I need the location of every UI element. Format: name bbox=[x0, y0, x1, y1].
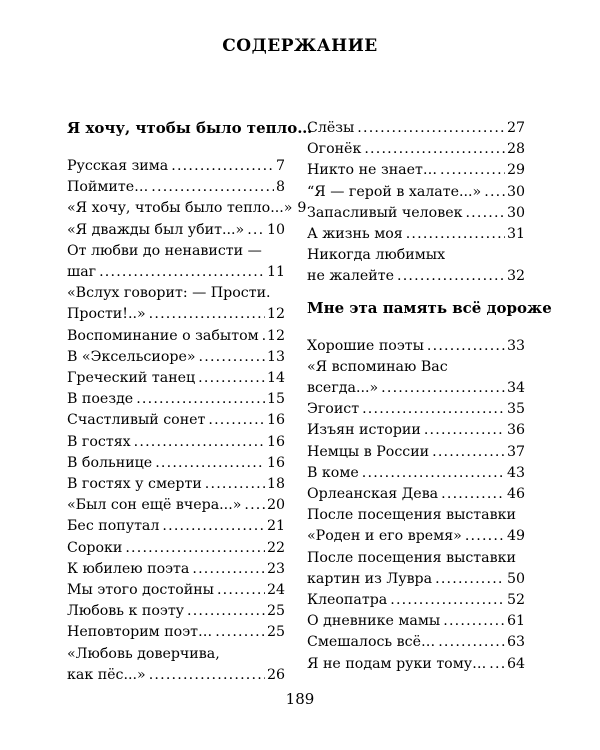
entry-page-number: 11 bbox=[266, 264, 285, 281]
toc-entry bbox=[307, 203, 525, 224]
toc-entry bbox=[67, 389, 285, 410]
entry-title: После посещения выставки bbox=[307, 549, 516, 566]
entry-title: «Роден и его время» bbox=[307, 528, 462, 545]
dot-leader bbox=[244, 495, 265, 516]
entry-title: Счастливый сонет bbox=[67, 412, 206, 429]
toc-entry bbox=[307, 357, 525, 399]
entry-title: Русская зима bbox=[67, 158, 169, 174]
toc-entry-line bbox=[307, 336, 525, 357]
entry-title: Немцы в России bbox=[307, 443, 430, 460]
entry-title: Сороки bbox=[67, 539, 123, 556]
entry-page-number: 33 bbox=[506, 337, 525, 354]
toc-entry-line bbox=[307, 590, 525, 611]
toc-entry-line bbox=[307, 378, 525, 399]
dot-leader bbox=[406, 224, 505, 245]
dot-leader bbox=[364, 139, 505, 160]
entry-title: картин из Лувра bbox=[307, 570, 433, 587]
entry-title: как пёс...» bbox=[67, 666, 146, 683]
dot-leader bbox=[155, 453, 265, 474]
entry-page-number: 31 bbox=[506, 226, 525, 243]
entry-title: «Был сон ещё вчера...» bbox=[67, 497, 242, 514]
toc-entry-line bbox=[307, 654, 525, 675]
section-title: Мне эта память всё дороже bbox=[307, 298, 552, 317]
toc-entry-line bbox=[67, 665, 285, 686]
toc-entry bbox=[67, 220, 285, 241]
toc-entry bbox=[67, 177, 285, 198]
entry-title: «Я вспоминаю Вас bbox=[307, 358, 448, 375]
toc-entry-line bbox=[67, 495, 285, 516]
entry-title: не жалейте bbox=[307, 268, 394, 285]
entry-title: Любовь к поэту bbox=[67, 603, 185, 620]
entry-page-number: 63 bbox=[506, 634, 525, 651]
toc-entry bbox=[307, 245, 525, 287]
toc-entry-line bbox=[67, 432, 285, 453]
toc-entry-line bbox=[307, 266, 525, 287]
toc-entry-line bbox=[67, 559, 285, 580]
entry-page-number: 16 bbox=[266, 433, 285, 450]
toc-entry bbox=[67, 156, 285, 177]
toc-entry-line bbox=[67, 538, 285, 559]
toc-entry-line bbox=[307, 526, 525, 547]
toc-entry-line bbox=[307, 224, 525, 245]
entry-page-number: 7 bbox=[275, 158, 285, 174]
entry-title: К юбилею поэта bbox=[67, 560, 190, 577]
dot-leader bbox=[247, 220, 265, 241]
dot-leader bbox=[205, 474, 265, 495]
toc-entry-line bbox=[67, 347, 285, 368]
entry-page-number: 24 bbox=[266, 582, 285, 599]
toc-entry-line bbox=[307, 245, 525, 266]
toc-entry-line bbox=[67, 220, 285, 241]
toc-entry bbox=[307, 420, 525, 441]
dot-leader bbox=[427, 336, 505, 357]
toc-entry bbox=[307, 654, 525, 675]
toc-entry-line bbox=[67, 474, 285, 495]
toc-entry-line bbox=[307, 463, 525, 484]
entry-page-number: 25 bbox=[266, 603, 285, 620]
toc-title: СОДЕРЖАНИЕ bbox=[222, 36, 378, 56]
toc-entry-line bbox=[307, 505, 525, 526]
entry-page-number: 12 bbox=[266, 306, 285, 323]
dot-leader bbox=[381, 378, 505, 399]
entry-page-number: 29 bbox=[506, 162, 525, 179]
toc-entry-line bbox=[67, 177, 285, 198]
toc-entry-line bbox=[67, 389, 285, 410]
entry-page-number: 10 bbox=[266, 221, 285, 238]
entry-title: шаг bbox=[67, 264, 97, 281]
entry-title: А жизнь моя bbox=[307, 226, 403, 243]
entry-title: В коме bbox=[307, 464, 359, 481]
toc-entry-line bbox=[67, 410, 285, 431]
toc-entry-line bbox=[67, 241, 285, 262]
toc-entry bbox=[307, 139, 525, 160]
dot-leader bbox=[199, 347, 265, 368]
dot-leader bbox=[187, 601, 265, 622]
toc-entry-line bbox=[307, 399, 525, 420]
entry-page-number: 50 bbox=[506, 570, 525, 587]
dot-leader bbox=[99, 262, 265, 283]
dot-leader bbox=[215, 622, 265, 643]
entry-page-number: 43 bbox=[506, 464, 525, 481]
toc-entry-line bbox=[67, 453, 285, 474]
toc-entry bbox=[67, 622, 285, 643]
dot-leader bbox=[438, 632, 505, 653]
entry-page-number: 22 bbox=[266, 539, 285, 556]
dot-leader bbox=[489, 654, 505, 675]
dot-leader bbox=[390, 590, 505, 611]
entry-title: всегда...» bbox=[307, 380, 379, 397]
entry-title: «Вслух говорит: — Прости. bbox=[67, 285, 271, 302]
entry-page-number: 52 bbox=[506, 592, 525, 609]
entry-list bbox=[307, 118, 525, 288]
entry-page-number: 16 bbox=[266, 454, 285, 471]
entry-page-number: 23 bbox=[266, 560, 285, 577]
toc-entry-line bbox=[67, 580, 285, 601]
dot-leader bbox=[441, 484, 505, 505]
dot-leader bbox=[362, 399, 505, 420]
toc-entry bbox=[67, 516, 285, 537]
toc-entry bbox=[307, 463, 525, 484]
entry-title: Эгоист bbox=[307, 401, 360, 418]
dot-leader bbox=[397, 266, 505, 287]
entry-page-number: 34 bbox=[506, 380, 525, 397]
dot-leader bbox=[262, 326, 265, 347]
dot-leader bbox=[208, 410, 265, 431]
toc-entry bbox=[67, 601, 285, 622]
section-title: Я хочу, чтобы было тепло… bbox=[67, 119, 313, 137]
entry-page-number: 61 bbox=[506, 613, 525, 630]
toc-entry-line bbox=[307, 420, 525, 441]
dot-leader bbox=[432, 442, 505, 463]
entry-title: В больнице bbox=[67, 454, 153, 471]
entry-title: Поймите… bbox=[67, 179, 149, 196]
toc-entry-line bbox=[307, 442, 525, 463]
entry-page-number: 25 bbox=[266, 624, 285, 641]
toc-entry bbox=[307, 442, 525, 463]
dot-leader bbox=[171, 156, 274, 177]
toc-left-column bbox=[67, 118, 313, 686]
entry-page-number: 36 bbox=[506, 422, 525, 439]
toc-entry-line bbox=[307, 357, 525, 378]
entry-page-number: 64 bbox=[506, 655, 525, 672]
entry-page-number: 30 bbox=[506, 204, 525, 221]
entry-page-number: 46 bbox=[506, 486, 525, 503]
toc-entry bbox=[67, 368, 285, 389]
entry-page-number: 32 bbox=[506, 268, 525, 285]
entry-title: «Любовь доверчива, bbox=[67, 645, 220, 662]
entry-title: Хорошие поэты bbox=[307, 337, 424, 354]
toc-entry bbox=[67, 347, 285, 368]
entry-title: Клеопатра bbox=[307, 592, 388, 609]
entry-title: В «Эксельсиоре» bbox=[67, 348, 196, 365]
toc-entry-line bbox=[67, 283, 285, 304]
toc-entry-line bbox=[67, 262, 285, 283]
toc-entry bbox=[67, 580, 285, 601]
dot-leader bbox=[149, 304, 265, 325]
entry-title: «Я хочу, чтобы было тепло...» bbox=[67, 200, 293, 217]
entry-page-number: 21 bbox=[266, 518, 285, 535]
entry-title: Смешалось всё… bbox=[307, 634, 436, 651]
entry-title: «Я дважды был убит...» bbox=[67, 221, 245, 238]
entry-page-number: 30 bbox=[506, 183, 525, 200]
dot-leader bbox=[357, 118, 505, 139]
toc-entry-line bbox=[67, 326, 285, 347]
entry-page-number: 18 bbox=[266, 476, 285, 493]
toc-entry-line bbox=[307, 160, 525, 181]
toc-right-column bbox=[307, 118, 552, 675]
toc-entry bbox=[307, 548, 525, 590]
dot-leader bbox=[465, 526, 505, 547]
entry-page-number: 15 bbox=[266, 391, 285, 408]
entry-page-number: 13 bbox=[266, 348, 285, 365]
entry-title: Греческий танец bbox=[67, 370, 196, 387]
toc-entry bbox=[307, 224, 525, 245]
entry-page-number: 37 bbox=[506, 443, 525, 460]
dot-leader bbox=[134, 432, 265, 453]
entry-page-number: 12 bbox=[266, 327, 285, 344]
toc-entry-line bbox=[307, 611, 525, 632]
entry-title: Орлеанская Дева bbox=[307, 486, 439, 503]
dot-leader bbox=[198, 368, 265, 389]
entry-page-number: 28 bbox=[506, 141, 525, 158]
entry-title: Воспоминание о забытом bbox=[67, 327, 259, 344]
dot-leader bbox=[443, 611, 505, 632]
entry-title: О дневнике мамы bbox=[307, 613, 441, 630]
toc-entry bbox=[67, 453, 285, 474]
toc-entry bbox=[307, 484, 525, 505]
dot-leader bbox=[217, 580, 265, 601]
entry-page-number: 49 bbox=[506, 528, 525, 545]
toc-entry-line bbox=[307, 203, 525, 224]
entry-title: Мы этого достойны bbox=[67, 582, 214, 599]
toc-entry bbox=[67, 283, 285, 325]
toc-entry-line bbox=[67, 198, 307, 219]
toc-entry bbox=[67, 495, 285, 516]
dot-leader bbox=[151, 177, 274, 198]
toc-entry-line bbox=[307, 118, 525, 139]
entry-title: Изъян истории bbox=[307, 422, 421, 439]
toc-entry bbox=[307, 590, 525, 611]
entry-page-number: 9 bbox=[297, 200, 307, 217]
entry-title: Бес попутал bbox=[67, 518, 160, 535]
dot-leader bbox=[162, 516, 265, 537]
entry-title: “Я — герой в халате...» bbox=[307, 183, 482, 200]
entry-page-number: 35 bbox=[506, 401, 525, 418]
dot-leader bbox=[440, 160, 505, 181]
entry-title: После посещения выставки bbox=[307, 507, 516, 524]
toc-entry bbox=[307, 632, 525, 653]
entry-title: Запасливый человек bbox=[307, 204, 463, 221]
dot-leader bbox=[484, 182, 505, 203]
toc-entry bbox=[67, 326, 285, 347]
entry-list bbox=[67, 156, 307, 686]
toc-entry bbox=[307, 505, 525, 547]
dot-leader bbox=[192, 559, 265, 580]
toc-entry bbox=[307, 160, 525, 181]
entry-title: От любви до ненависти — bbox=[67, 242, 262, 259]
entry-title: Я не подам руки тому… bbox=[307, 655, 487, 672]
toc-entry bbox=[307, 399, 525, 420]
toc-entry bbox=[307, 611, 525, 632]
entry-list bbox=[307, 336, 525, 675]
toc-entry bbox=[67, 538, 285, 559]
entry-page-number: 20 bbox=[266, 497, 285, 514]
entry-title: Слёзы bbox=[307, 120, 355, 136]
toc-entry bbox=[67, 410, 285, 431]
toc-entry bbox=[307, 118, 525, 139]
toc-entry-line bbox=[307, 632, 525, 653]
entry-title: Никто не знает… bbox=[307, 162, 438, 179]
entry-page-number: 27 bbox=[506, 120, 525, 136]
entry-title: В гостях bbox=[67, 433, 131, 450]
entry-title: Огонёк bbox=[307, 141, 362, 158]
toc-entry-line bbox=[67, 304, 285, 325]
entry-title: Прости!..» bbox=[67, 306, 146, 323]
dot-leader bbox=[136, 389, 265, 410]
toc-entry bbox=[67, 559, 285, 580]
toc-entry-line bbox=[67, 368, 285, 389]
entry-page-number: 8 bbox=[275, 179, 285, 196]
toc-entry-line bbox=[307, 548, 525, 569]
dot-leader bbox=[465, 203, 504, 224]
toc-entry-line bbox=[67, 516, 285, 537]
dot-leader bbox=[125, 538, 265, 559]
dot-leader bbox=[435, 569, 505, 590]
toc-entry-line bbox=[307, 569, 525, 590]
entry-page-number: 16 bbox=[266, 412, 285, 429]
toc-entry-line bbox=[307, 139, 525, 160]
toc-entry-line bbox=[67, 156, 285, 177]
entry-page-number: 14 bbox=[266, 370, 285, 387]
entry-title: Никогда любимых bbox=[307, 247, 446, 264]
dot-leader bbox=[424, 420, 505, 441]
toc-entry-line bbox=[67, 622, 285, 643]
entry-page-number: 26 bbox=[266, 666, 285, 683]
dot-leader bbox=[149, 665, 265, 686]
toc-entry bbox=[67, 198, 307, 219]
toc-entry bbox=[67, 432, 285, 453]
toc-entry bbox=[67, 241, 285, 283]
toc-entry bbox=[67, 644, 285, 686]
entry-title: В гостях у смерти bbox=[67, 476, 202, 493]
toc-entry-line bbox=[67, 644, 285, 665]
toc-entry-line bbox=[67, 601, 285, 622]
dot-leader bbox=[362, 463, 505, 484]
toc-entry-line bbox=[307, 182, 525, 203]
page-number: 189 bbox=[285, 690, 315, 708]
toc-entry-line bbox=[307, 484, 525, 505]
toc-entry bbox=[307, 182, 525, 203]
toc-entry bbox=[67, 474, 285, 495]
entry-title: Неповторим поэт… bbox=[67, 624, 213, 641]
toc-entry bbox=[307, 336, 525, 357]
entry-title: В поезде bbox=[67, 391, 134, 408]
